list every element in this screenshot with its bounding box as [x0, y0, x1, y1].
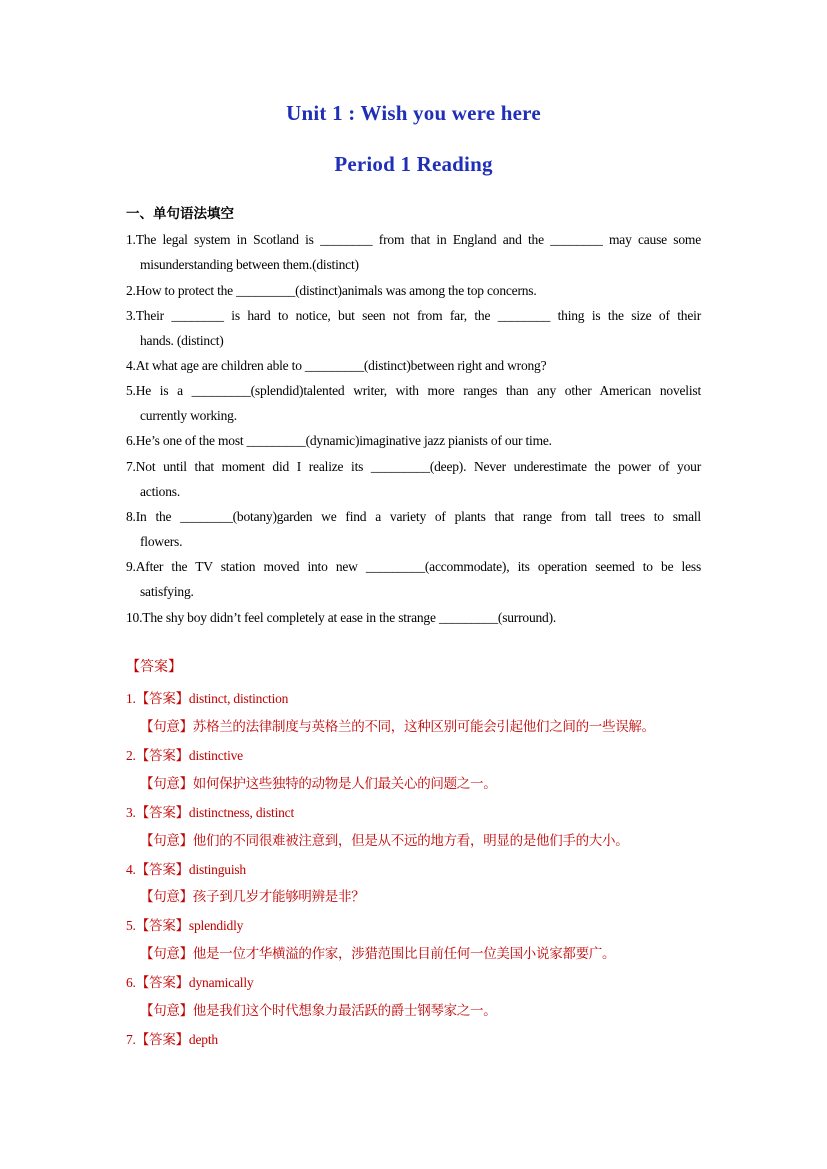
meaning-line: 【句意】他是一位才华横溢的作家，涉猎范围比目前任何一位美国小说家都要广。 [140, 946, 616, 962]
question-item: 7.Not until that moment did I realize its _________(deep). Never underestimate the power of your actions. [126, 459, 701, 499]
question-item: 1.The legal system in Scotland is ________ from that in England and the ________ may cause some misunderstanding between them.(distinct) [126, 232, 701, 272]
answer-line: 1.【答案】distinct, distinction [126, 691, 289, 706]
question-item: 10.The shy boy didn’t feel completely at ease in the strange _________(surround). [126, 610, 557, 625]
document-title: Unit 1 : Wish you were here [286, 101, 541, 125]
section-heading: 一、单句语法填空 [126, 206, 234, 222]
answer-line: 5.【答案】splendidly [126, 918, 244, 933]
question-item: 6.He’s one of the most _________(dynamic)imaginative jazz pianists of our time. [126, 433, 552, 448]
question-item: 3.Their ________ is hard to notice, but seen not from far, the ________ thing is the size of their hands. (distinct) [126, 308, 701, 348]
answers-heading: 【答案】 [126, 659, 182, 675]
question-item: 9.After the TV station moved into new _________(accommodate), its operation seemed to be less satisfying. [126, 559, 701, 599]
question-item: 2.How to protect the _________(distinct)animals was among the top concerns. [126, 283, 537, 298]
meaning-line: 【句意】如何保护这些独特的动物是人们最关心的问题之一。 [140, 776, 497, 792]
question-item: 5.He is a _________(splendid)talented writer, with more ranges than any other American novelist currently working. [126, 383, 701, 423]
document-subtitle: Period 1 Reading [334, 152, 493, 176]
question-item: 8.In the ________(botany)garden we find a variety of plants that range from tall trees to small flowers. [126, 509, 701, 549]
meaning-line: 【句意】他们的不同很难被注意到，但是从不远的地方看，明显的是他们手的大小。 [140, 833, 629, 849]
meaning-line: 【句意】苏格兰的法律制度与英格兰的不同，这种区别可能会引起他们之间的一些误解。 [140, 719, 655, 735]
question-item: 4.At what age are children able to _________(distinct)between right and wrong? [126, 358, 547, 373]
answer-line: 3.【答案】distinctness, distinct [126, 805, 295, 820]
answer-line: 2.【答案】distinctive [126, 748, 243, 763]
answer-line: 6.【答案】dynamically [126, 975, 254, 990]
answer-line: 7.【答案】depth [126, 1032, 218, 1047]
meaning-line: 【句意】孩子到几岁才能够明辨是非？ [140, 889, 365, 905]
answer-line: 4.【答案】distinguish [126, 862, 246, 877]
meaning-line: 【句意】他是我们这个时代想象力最活跃的爵士钢琴家之一。 [140, 1003, 497, 1019]
